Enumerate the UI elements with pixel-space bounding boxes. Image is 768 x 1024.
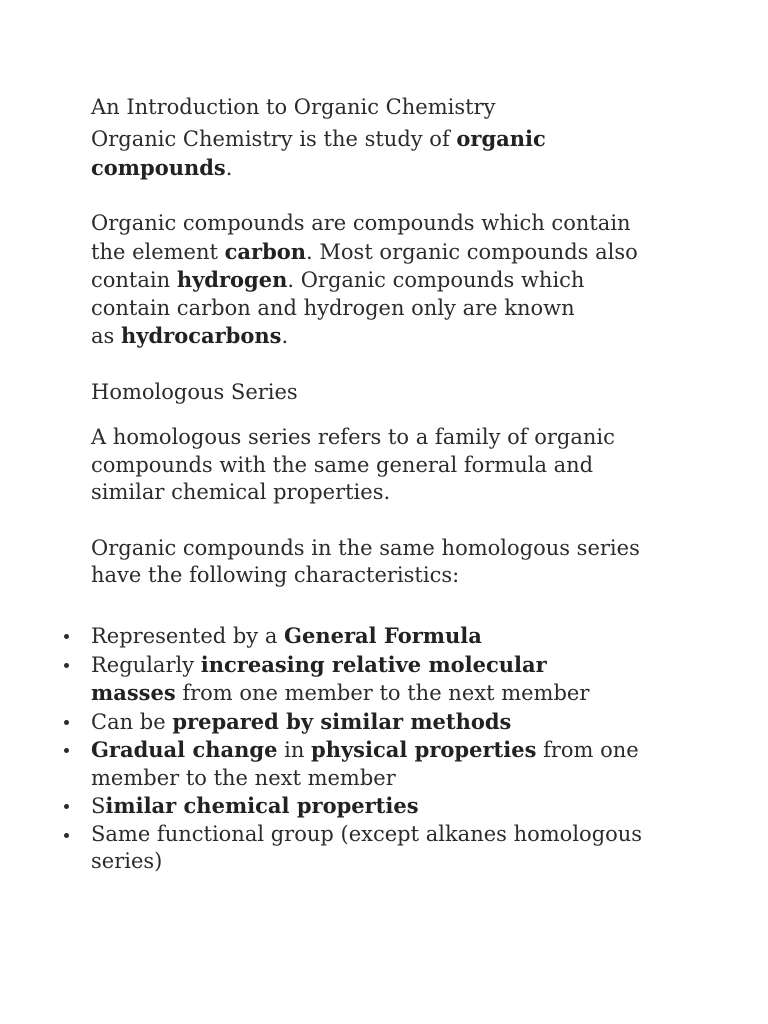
carbon-text: contain (91, 268, 177, 292)
carbon-bold-term: carbon (224, 238, 307, 264)
characteristics-list (91, 622, 691, 876)
bullet-icon (64, 634, 69, 639)
definition-line-2: compounds with the same general formula and (91, 452, 594, 477)
intro-text: Organic Chemistry is the study of (91, 127, 457, 151)
list-item (91, 651, 691, 708)
list-item-bold: imilar chemical properties (105, 793, 419, 818)
list-item-text: Represented by a (91, 624, 285, 648)
characteristics-line-2: have the following characteristics: (91, 563, 460, 587)
definition-paragraph (91, 424, 681, 507)
carbon-line-3 (91, 266, 681, 295)
section-heading: Homologous Series (91, 379, 298, 404)
list-item-text: S (91, 794, 106, 818)
list-item-bold: General Formula (284, 623, 482, 648)
list-item-bold: increasing relative molecular (200, 651, 547, 677)
list-item-bold: Gradual change (91, 737, 278, 762)
hydrogen-bold-term: hydrogen (176, 267, 288, 292)
carbon-line-4: contain carbon and hydrogen only are known (91, 295, 575, 320)
list-item-line: series) (91, 849, 163, 873)
list-item-line (91, 736, 691, 765)
hydrocarbons-bold-term: hydrocarbons (120, 323, 282, 348)
list-item (91, 622, 691, 651)
intro-line-1 (91, 125, 681, 154)
list-item-text: from one (536, 738, 639, 762)
carbon-text: the element (91, 239, 225, 264)
carbon-line-5 (91, 322, 681, 351)
bullet-icon (64, 663, 69, 668)
definition-line-1: A homologous series refers to a family of organic (91, 425, 615, 449)
carbon-text: . (281, 324, 289, 348)
list-item-line: Same functional group (except alkanes homologous (91, 821, 643, 846)
list-item-line (91, 622, 691, 651)
intro-line-2 (91, 154, 681, 183)
intro-paragraph (91, 125, 681, 182)
list-item-text: Can be (91, 709, 173, 734)
document-body (91, 93, 681, 618)
carbon-text: . Most organic compounds also (306, 239, 638, 264)
list-item-line (91, 651, 691, 680)
list-item (91, 708, 691, 737)
characteristics-line-1: Organic compounds in the same homologous series (91, 535, 640, 560)
list-item-line (91, 792, 691, 821)
bullet-icon (64, 833, 69, 838)
list-item-line: member to the next member (91, 765, 396, 790)
characteristics-intro (91, 535, 681, 590)
list-item-line (91, 708, 691, 737)
intro-bold-term: organic (456, 126, 546, 151)
carbon-paragraph (91, 210, 681, 351)
list-item-bold: physical properties (311, 737, 537, 762)
list-item (91, 821, 691, 876)
intro-text: . (225, 155, 233, 180)
list-item-text: in (277, 738, 312, 762)
list-item-text: from one member to the next member (175, 681, 590, 705)
document-title: An Introduction to Organic Chemistry (91, 95, 496, 119)
list-item-bold: prepared by similar methods (172, 708, 512, 734)
bullet-icon (64, 720, 69, 725)
carbon-text: . Organic compounds which (287, 268, 585, 292)
list-item (91, 736, 691, 792)
bullet-icon (64, 748, 69, 753)
definition-line-3: similar chemical properties. (91, 480, 391, 504)
list-item-text: Regularly (91, 652, 201, 677)
list-item-line (91, 679, 691, 708)
list-item (91, 792, 691, 821)
list-item-bold: masses (91, 680, 176, 705)
carbon-text: as (91, 324, 121, 348)
carbon-line-2 (91, 238, 681, 267)
intro-bold-term: compounds (91, 154, 226, 180)
bullet-icon (64, 804, 69, 809)
carbon-line-1: Organic compounds are compounds which contain (91, 211, 631, 235)
